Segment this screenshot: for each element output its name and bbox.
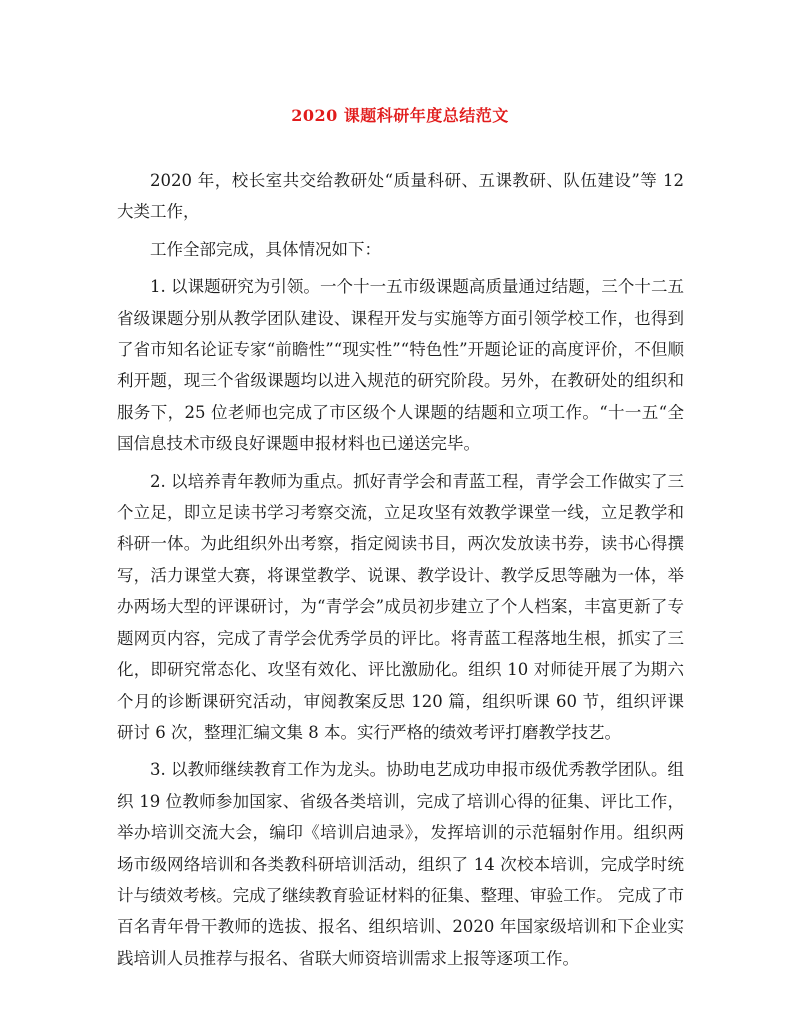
paragraph-item-1: 1. 以课题研究为引领。一个十一五市级课题高质量通过结题，三个十二五省级课题分别从教学团队建设、课程开发与实施等方面引领学校工作，也得到了省市知名论证专家“前瞻性”“现实性”“特色性”开题论证的高度评价，不但顺利开题，现三个省级课题均以进入规范的研究阶段。另外，在教研处的组织和服务下，25 位老师也完成了市区级个人课题的结题和立项工作。“十一五“全国信息技术市级良好课题申报材料也已递送完毕。 [117,277,684,454]
document-body [117,165,684,980]
paragraph-intro: 2020 年，校长室共交给教研处“质量科研、五课教研、队伍建设”等 12 大类工作， [117,171,684,222]
document-title: 2020 课题科研年度总结范文 [291,106,509,125]
paragraph-item-2: 2. 以培养青年教师为重点。抓好青学会和青蓝工程，青学会工作做实了三个立足，即立足读书学习考察交流，立足攻坚有效教学课堂一线，立足教学和科研一体。为此组织外出考察，指定阅读书目，两次发放读书券，读书心得撰写，活力课堂大赛，将课堂教学、说课、教学设计、教学反思等融为一体，举办两场大型的评课研讨，为“青学会”成员初步建立了个人档案，丰富更新了专题网页内容，完成了青学会优秀学员的评比。将青蓝工程落地生根，抓实了三化，即研究常态化、攻坚有效化、评比激励化。组织 10 对师徒开展了为期六个月的诊断课研究活动，审阅教案反思 120 篇，组织听课 60 节，组织评课研讨 6 次，整理汇编文集 8 本。实行严格的绩效考评打磨教学技艺。 [117,471,684,742]
paragraph-summary: 工作全部完成，具体情况如下： [150,239,381,259]
paragraph-item-3: 3. 以教师继续教育工作为龙头。协助电艺成功申报市级优秀教学团队。组织 19 位教师参加国家、省级各类培训，完成了培训心得的征集、评比工作，举办培训交流大会，编印《培训启迪录》，发挥培训的示范辐射作用。组织两场市级网络培训和各类教科研培训活动，组织了 14 次校本培训，完成学时统计与绩效考核。完成了继续教育验证材料的征集、整理、审验工作。 完成了市百名青年骨干教师的选拔、报名、组织培训、2020 年国家级培训和下企业实践培训人员推荐与报名、省联大师资培训需求上报等逐项工作。 [117,760,684,968]
